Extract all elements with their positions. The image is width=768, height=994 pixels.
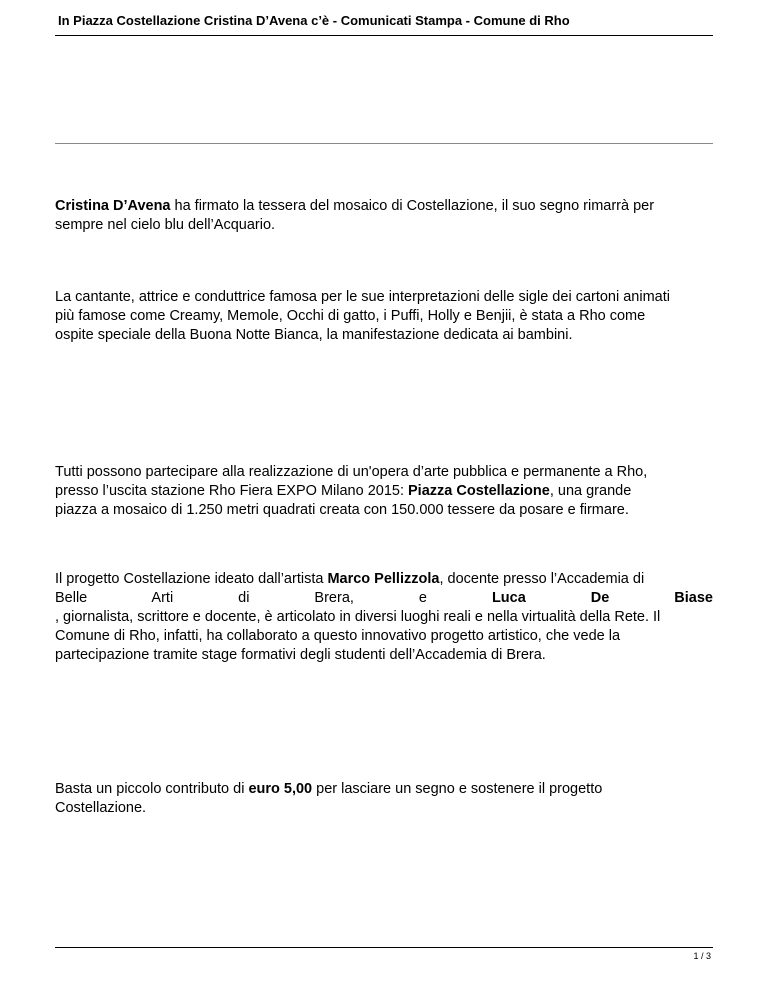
paragraph-project	[55, 570, 713, 665]
section-divider	[55, 143, 713, 144]
text-run: , docente presso l’Accademia di	[439, 571, 645, 587]
paragraph-line: più famose come Creamy, Memole, Occhi di gatto, i Puffi, Holly e Benjii, è stata a Rho come	[55, 308, 646, 324]
page-number: 1 / 3	[693, 951, 711, 961]
paragraph-biography	[55, 288, 713, 345]
paragraph-line: partecipazione tramite stage formativi degli studenti dell’Accademia di Brera.	[55, 647, 546, 663]
text-run: , una grande	[549, 483, 632, 499]
paragraph-line: ospite speciale della Buona Notte Bianca, la manifestazione dedicata ai bambini.	[55, 327, 573, 343]
text-run: Basta un piccolo contributo di	[55, 781, 249, 797]
paragraph-intro	[55, 197, 713, 235]
text-run: ha firmato la tessera del mosaico di Costellazione, il suo segno rimarrà per	[170, 198, 655, 214]
paragraph-line	[55, 570, 713, 589]
paragraph-line	[55, 589, 713, 608]
paragraph-line: Comune di Rho, infatti, ha collaborato a questo innovativo progetto artistico, che vede la	[55, 628, 621, 644]
text-run: Belle Arti di Brera, e	[55, 590, 427, 606]
paragraph-line	[55, 197, 713, 216]
text-run: per lasciare un segno e sostenere il progetto	[312, 781, 603, 797]
bold-artist: Marco Pellizzola	[327, 571, 440, 587]
bold-price: euro 5,00	[248, 781, 313, 797]
bold-name: Cristina D’Avena	[55, 198, 171, 214]
paragraph-line	[55, 482, 713, 501]
text-run: Il progetto Costellazione ideato dall’artista	[55, 571, 328, 587]
paragraph-line: sempre nel cielo blu dell’Acquario.	[55, 217, 276, 233]
paragraph-line: , giornalista, scrittore e docente, è articolato in diversi luoghi reali e nella virtualità della Rete. Il	[55, 609, 661, 625]
footer-divider	[55, 947, 713, 948]
text-run: presso l’uscita stazione Rho Fiera EXPO Milano 2015:	[55, 483, 409, 499]
paragraph-line: Costellazione.	[55, 800, 147, 816]
paragraph-line: Tutti possono partecipare alla realizzazione di un'opera d’arte pubblica e permanente a Rho,	[55, 464, 648, 480]
paragraph-line	[55, 780, 713, 799]
paragraph-contribution	[55, 780, 713, 818]
bold-journalist: Luca De Biase	[491, 590, 713, 606]
paragraph-line: piazza a mosaico di 1.250 metri quadrati creata con 150.000 tessere da posare e firmare.	[55, 502, 629, 518]
bold-place: Piazza Costellazione	[408, 483, 550, 499]
paragraph-participation	[55, 463, 713, 520]
header-divider	[55, 35, 713, 36]
paragraph-line: La cantante, attrice e conduttrice famosa per le sue interpretazioni delle sigle dei cartoni animati	[55, 289, 670, 305]
page-title: In Piazza Costellazione Cristina D’Avena c’è - Comunicati Stampa - Comune di Rho	[58, 13, 570, 28]
